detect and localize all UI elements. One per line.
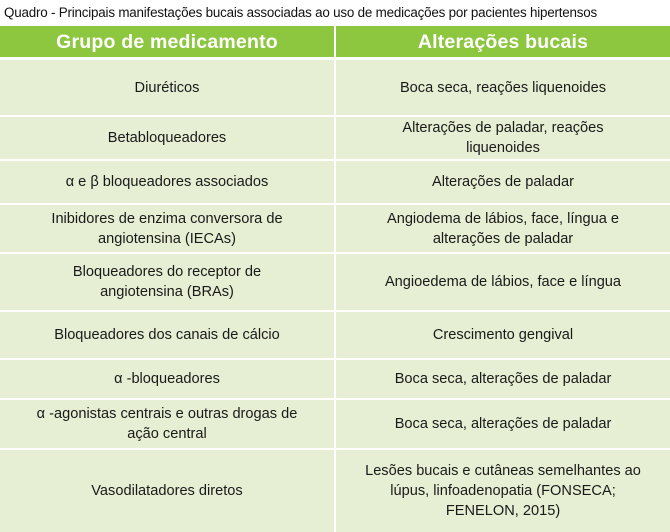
table-cell-oral-change: Lesões bucais e cutâneas semelhantes ao lúpus, linfoadenopatia (FONSECA; FENELON, 2015) (336, 450, 670, 532)
column-header-medication-group: Grupo de medicamento (0, 26, 336, 60)
table-cell-oral-change: Angiodema de lábios, face, língua e alterações de paladar (336, 205, 670, 254)
table-cell-medication: Bloqueadores do receptor de angiotensina (BRAs) (0, 254, 336, 312)
table-cell-oral-change: Alterações de paladar (336, 161, 670, 205)
table-cell-medication: α e β bloqueadores associados (0, 161, 336, 205)
table-cell-medication: Bloqueadores dos canais de cálcio (0, 312, 336, 360)
table-cell-medication: Betabloqueadores (0, 117, 336, 161)
table-cell-oral-change: Alterações de paladar, reações liquenoides (336, 117, 670, 161)
table-cell-medication: α -agonistas centrais e outras drogas de ação central (0, 400, 336, 450)
table-cell-medication: Vasodilatadores diretos (0, 450, 336, 532)
column-header-oral-changes: Alterações bucais (336, 26, 670, 60)
table-caption: Quadro - Principais manifestações bucais associadas ao uso de medicações por pacientes hipertensos (4, 5, 597, 20)
table-cell-oral-change: Boca seca, reações liquenoides (336, 60, 670, 117)
table-cell-oral-change: Boca seca, alterações de paladar (336, 360, 670, 400)
table-cell-medication: α -bloqueadores (0, 360, 336, 400)
table-cell-oral-change: Angioedema de lábios, face e língua (336, 254, 670, 312)
table-cell-oral-change: Crescimento gengival (336, 312, 670, 360)
table-cell-oral-change: Boca seca, alterações de paladar (336, 400, 670, 450)
table-cell-medication: Inibidores de enzima conversora de angiotensina (IECAs) (0, 205, 336, 254)
table-cell-medication: Diuréticos (0, 60, 336, 117)
medication-table (0, 26, 670, 532)
